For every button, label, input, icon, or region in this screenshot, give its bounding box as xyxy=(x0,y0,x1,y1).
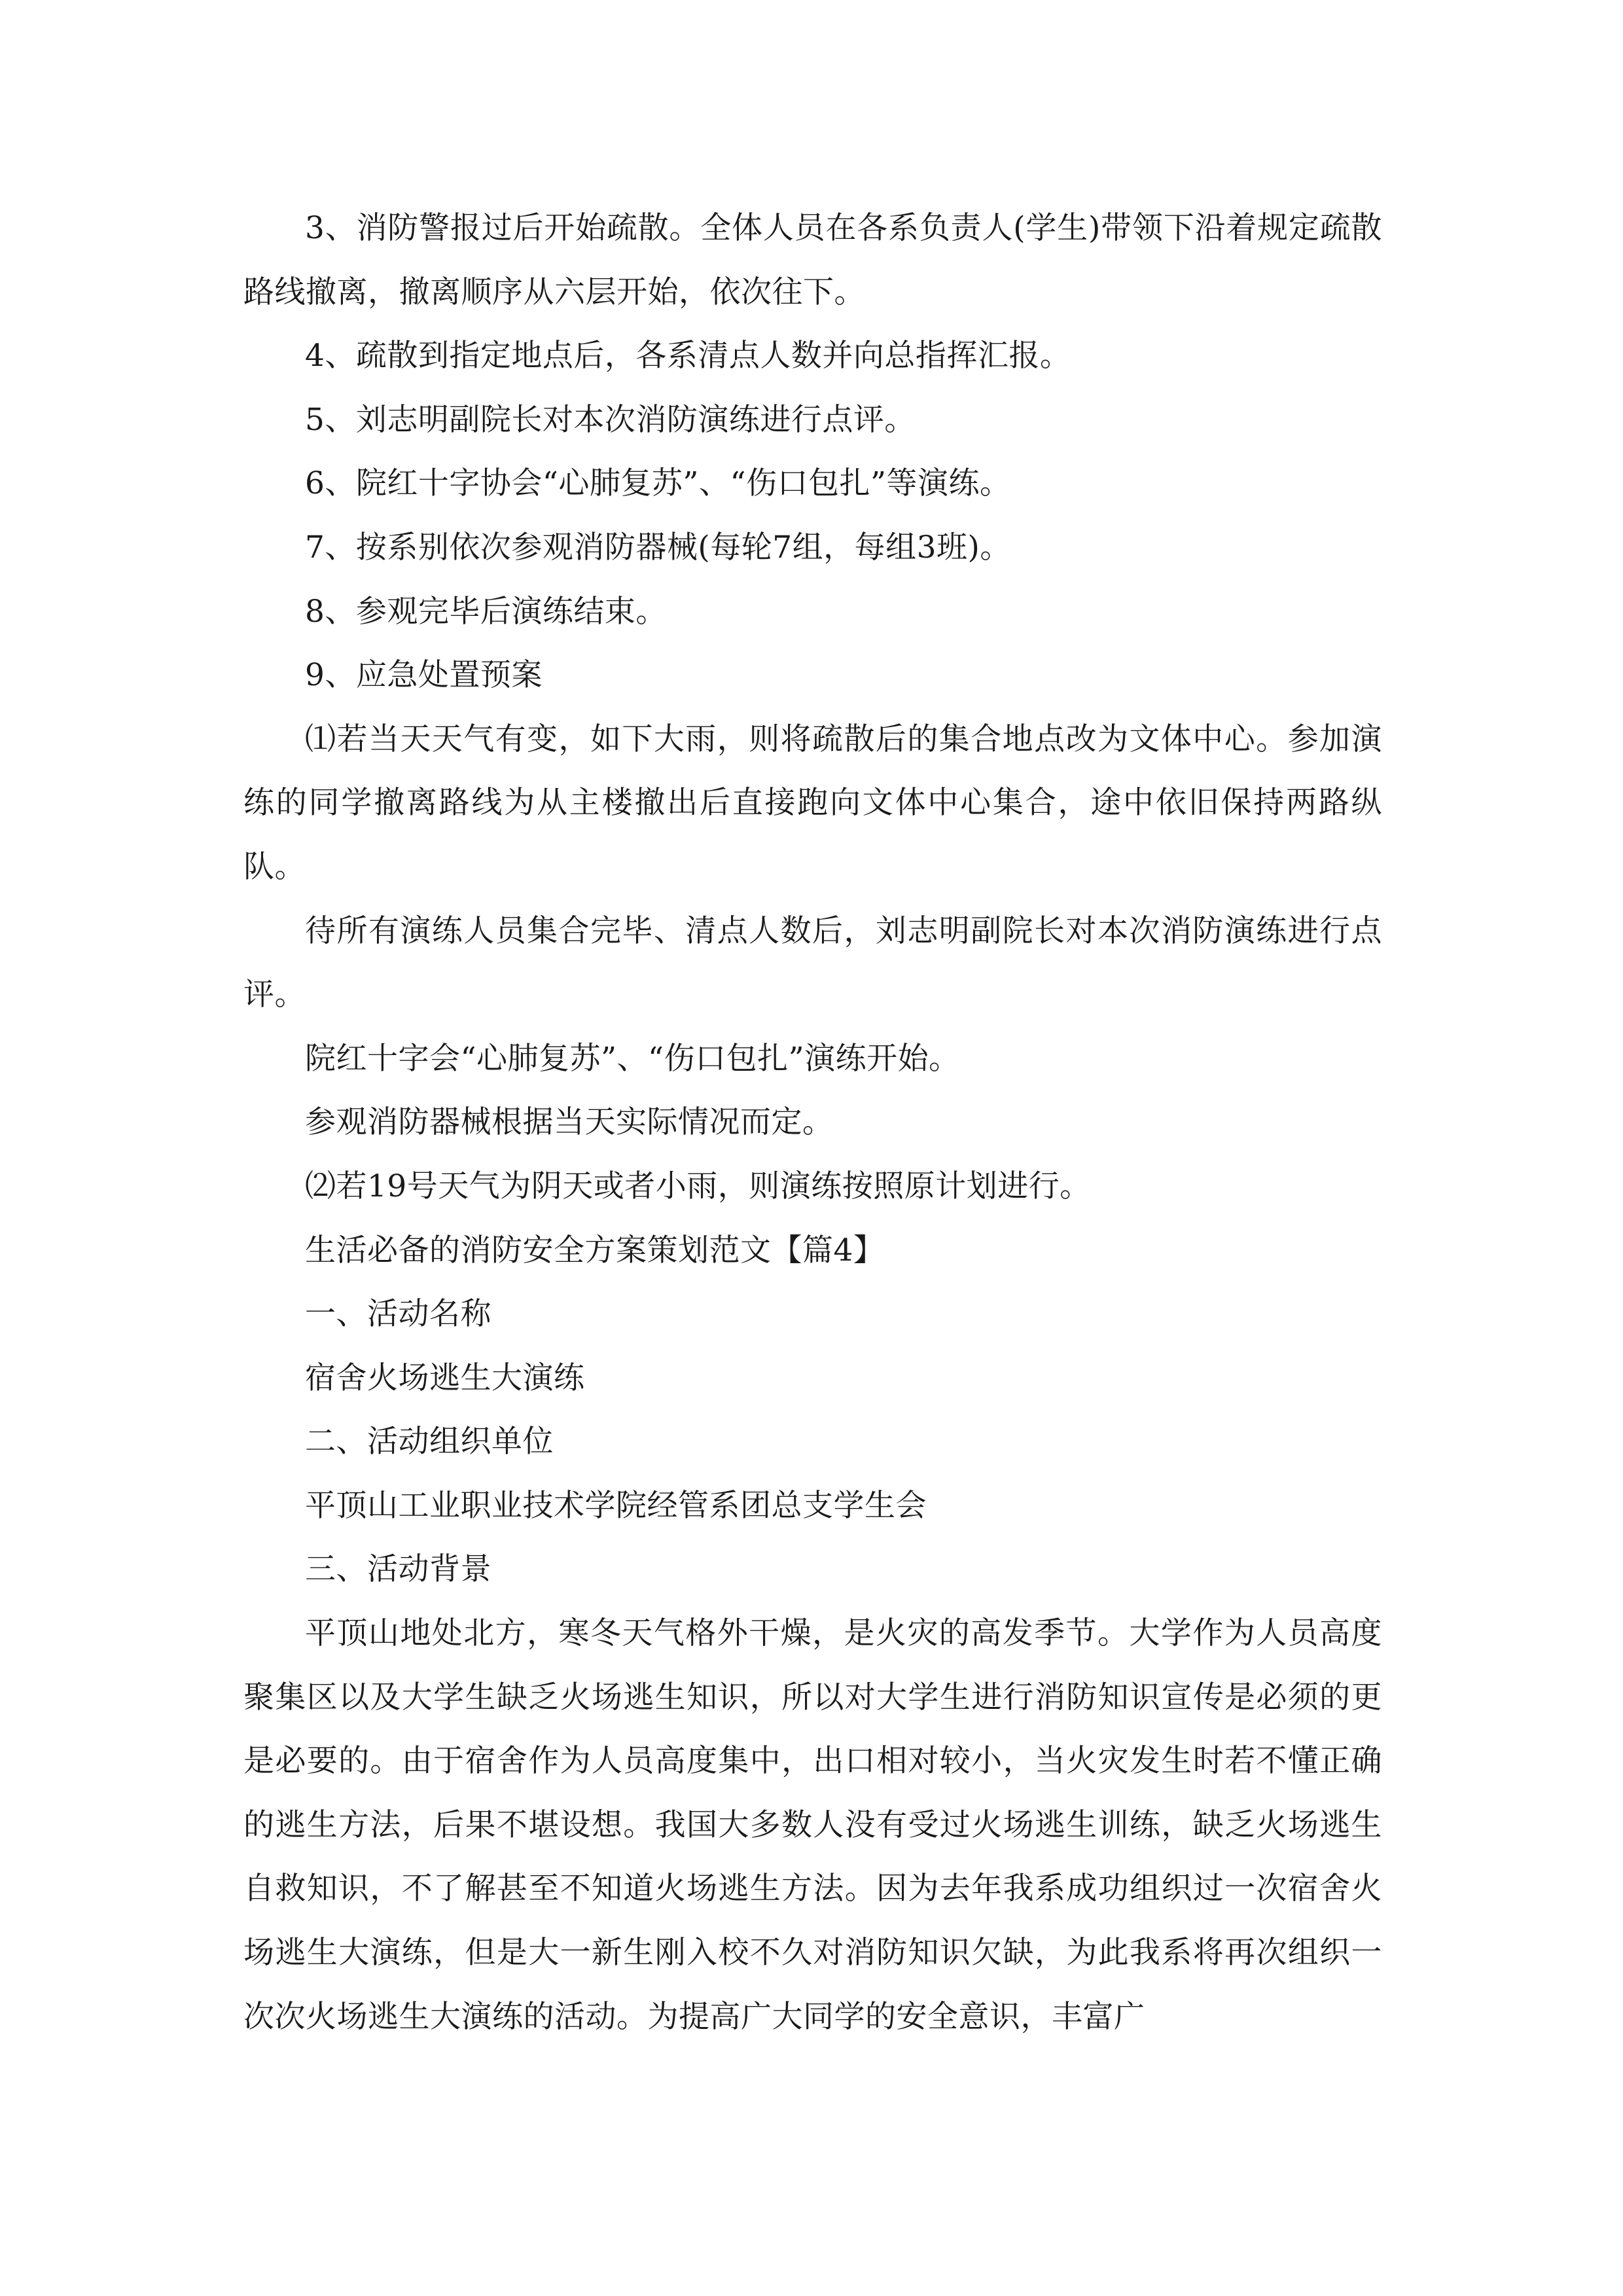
paragraph-step-7: 7、按系别依次参观消防器械(每轮7组，每组3班)。 xyxy=(305,529,1011,565)
paragraph-step-4: 4、疏散到指定地点后，各系清点人数并向总指挥汇报。 xyxy=(305,338,1071,374)
paragraph-step-5: 5、刘志明副院长对本次消防演练进行点评。 xyxy=(305,401,916,438)
paragraph-plan-1-visit: 参观消防器械根据当天实际情况而定。 xyxy=(305,1104,834,1141)
paragraph-step-3: 3、消防警报过后开始疏散。全体人员在各系负责人(学生)带领下沿着规定疏散路线撤离，撤离顺序从六层开始，依次往下。 xyxy=(243,210,1382,310)
heading-organizer: 二、活动组织单位 xyxy=(305,1424,554,1460)
paragraph-step-8: 8、参观完毕后演练结束。 xyxy=(305,593,667,630)
paragraph-plan-1-redcross: 院红十字会“心肺复苏”、“伤口包扎”演练开始。 xyxy=(305,1040,960,1077)
activity-name-value: 宿舍火场逃生大演练 xyxy=(305,1359,585,1396)
background-paragraph: 平顶山地处北方，寒冬天气格外干燥，是火灾的高发季节。大学作为人员高度聚集区以及大学生缺乏火场逃生知识，所以对大学生进行消防知识宣传是必须的更是必要的。由于宿舍作为人员高度集中，出口相对较小，当火灾发生时若不懂正确的逃生方法，后果不堪设想。我国大多数人没有受过火场逃生训练，缺乏火场逃生自救知识，不了解甚至不知道火场逃生方法。因为去年我系成功组织过一次宿舍火场逃生大演练，但是大一新生刚入校不久对消防知识欠缺，为此我系将再次组织一次次火场逃生大演练的活动。为提高广大同学的安全意识，丰富广 xyxy=(243,1615,1382,2035)
paragraph-step-9: 9、应急处置预案 xyxy=(305,657,543,694)
document-body xyxy=(243,196,1382,2049)
heading-activity-name: 一、活动名称 xyxy=(305,1296,491,1333)
heading-background: 三、活动背景 xyxy=(305,1551,491,1588)
paragraph-plan-2: ⑵若19号天气为阴天或者小雨，则演练按照原计划进行。 xyxy=(305,1168,1091,1204)
section-title-part-4: 生活必备的消防安全方案策划范文【篇4】 xyxy=(305,1232,885,1268)
paragraph-plan-1-review: 待所有演练人员集合完毕、清点人数后，刘志明副院长对本次消防演练进行点评。 xyxy=(243,912,1382,1013)
organizer-value: 平顶山工业职业技术学院经管系团总支学生会 xyxy=(305,1487,927,1524)
paragraph-plan-1: ⑴若当天天气有变，如下大雨，则将疏散后的集合地点改为文体中心。参加演练的同学撤离路线为从主楼撤出后直接跑向文体中心集合，途中依旧保持两路纵队。 xyxy=(243,721,1382,885)
paragraph-step-6: 6、院红十字协会“心肺复苏”、“伤口包扎”等演练。 xyxy=(305,465,1011,502)
